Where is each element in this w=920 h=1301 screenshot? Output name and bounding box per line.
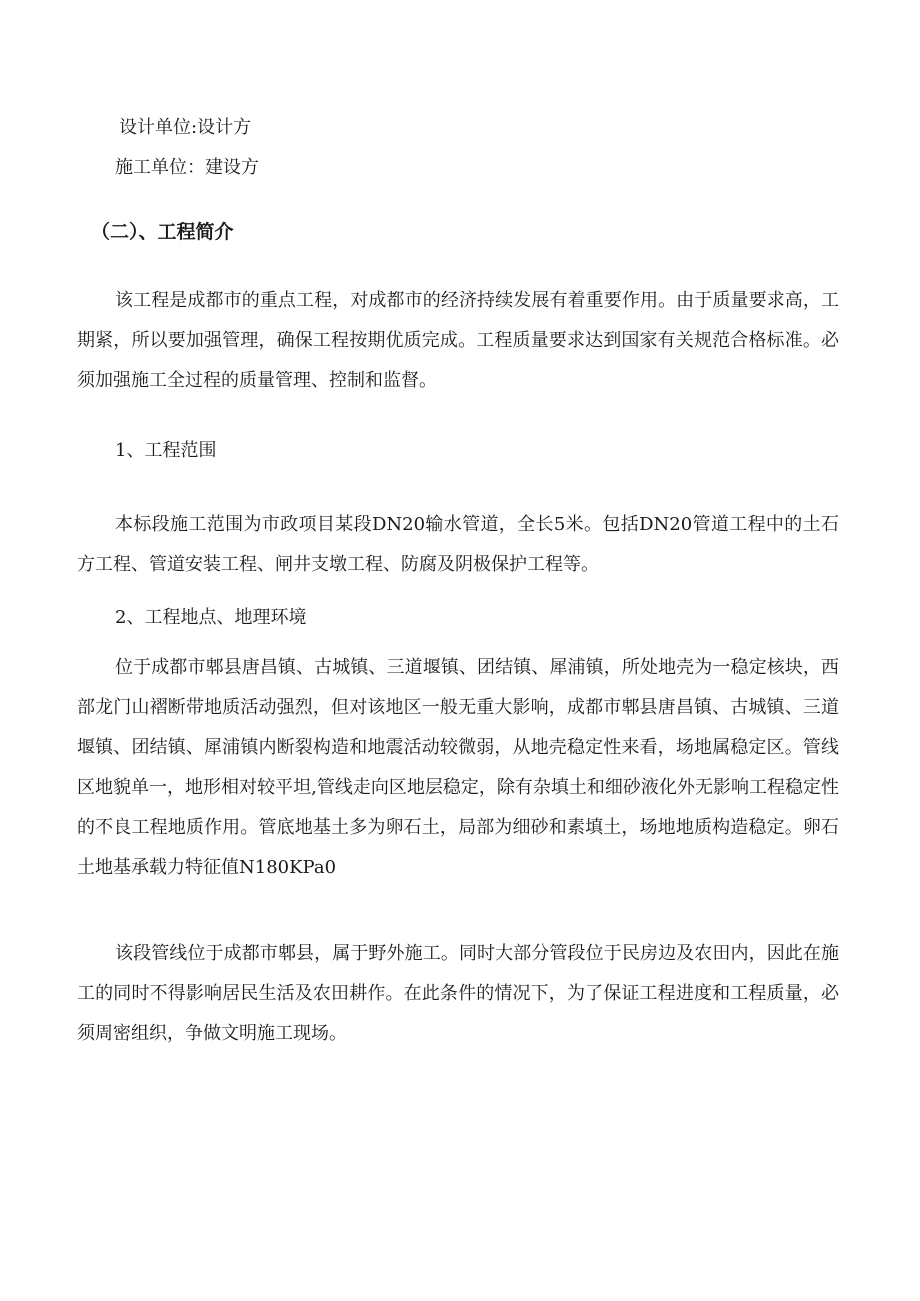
section-title: （二）、工程简介 xyxy=(91,221,234,243)
intro-paragraph: 该工程是成都市的重点工程，对成都市的经济持续发展有着重要作用。由于质量要求高，工期紧，所以要加强管理，确保工程按期优质完成。工程质量要求达到国家有关规范合格标准。必须加强施工全过程的质量管理、控制和监督。 xyxy=(77,290,839,391)
site-conditions-paragraph: 该段管线位于成都市郫县，属于野外施工。同时大部分管段位于民房边及农田内，因此在施工的同时不得影响居民生活及农田耕作。在此条件的情况下，为了保证工程进度和工程质量，必须周密组织，争做文明施工现场。 xyxy=(77,943,839,1044)
location-paragraph: 位于成都市郫县唐昌镇、古城镇、三道堰镇、团结镇、犀浦镇，所处地壳为一稳定核块，西部龙门山褶断带地质活动强烈，但对该地区一般无重大影响，成都市郫县唐昌镇、古城镇、三道堰镇、团结镇、犀浦镇内断裂构造和地震活动较微弱，从地壳稳定性来看，场地属稳定区。管线区地貌单一，地形相对较平坦,管线走向区地层稳定，除有杂填土和细砂液化外无影响工程稳定性的不良工程地质作用。管底地基土多为卵石土，局部为细砂和素填土，场地地质构造稳定。卵石土地基承载力特征值N180KPa0 xyxy=(77,657,839,878)
construction-unit-line: 施工单位：建设方 xyxy=(115,157,259,178)
design-unit-line: 设计单位:设计方 xyxy=(119,117,252,138)
scope-paragraph: 本标段施工范围为市政项目某段DN20输水管道，全长5米。包括DN20管道工程中的土石方工程、管道安装工程、闸井支墩工程、防腐及阴极保护工程等。 xyxy=(77,514,839,575)
subsection-scope-title: 1、工程范围 xyxy=(115,440,217,461)
subsection-location-title: 2、工程地点、地理环境 xyxy=(115,607,307,628)
